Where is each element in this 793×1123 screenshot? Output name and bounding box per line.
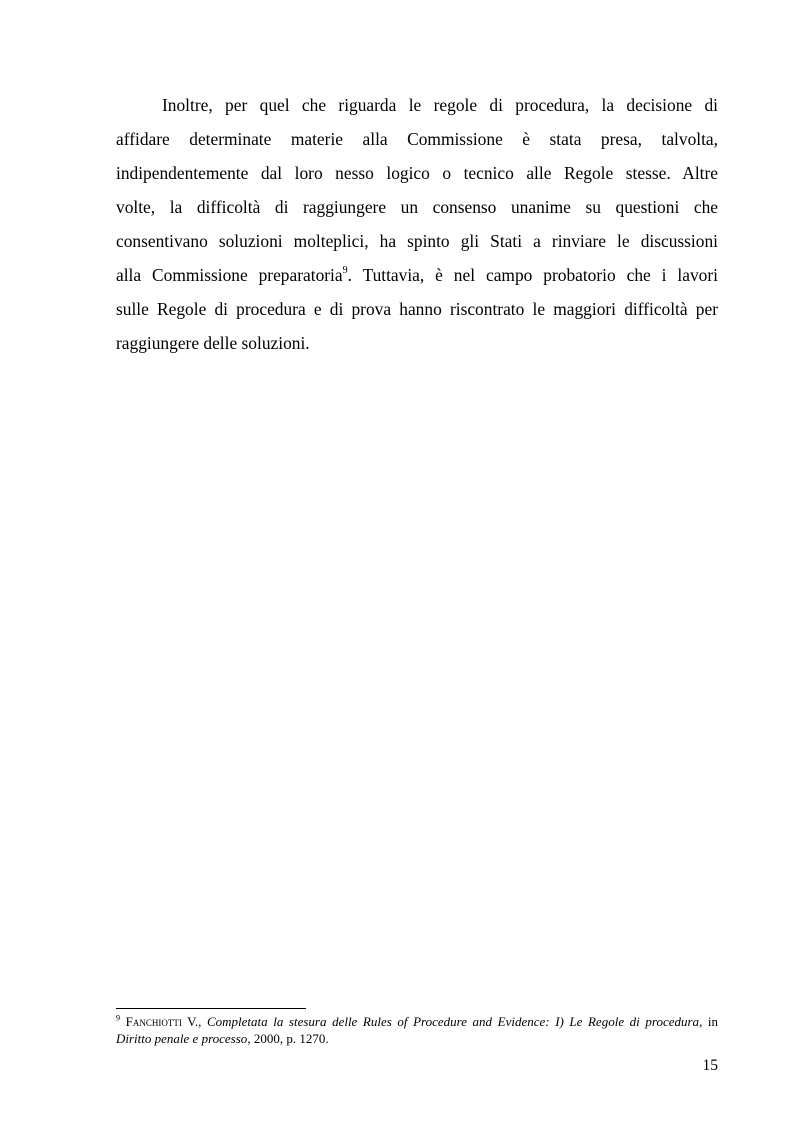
paragraph-line-1: Inoltre, per quel che riguarda le regole di procedura, la decisione di <box>162 95 718 115</box>
paragraph-line-4: volte, la difficoltà di raggiungere un consenso unanime su questioni che <box>116 197 718 217</box>
footnote-line-2 <box>116 1030 718 1047</box>
footnote-journal: Diritto penale e processo <box>116 1031 248 1046</box>
footnote-author: Fanchiotti <box>125 1014 182 1029</box>
footnote-connector: , in <box>699 1014 719 1029</box>
line-6-end: . Tuttavia, è nel campo probatorio che i lavori <box>347 265 718 285</box>
footnote-details: , 2000, p. 1270. <box>247 1031 329 1046</box>
footnote-title: Completata la stesura delle Rules of Procedure and Evidence: I) Le Regole di procedura <box>206 1014 700 1029</box>
paragraph-line-2: affidare determinate materie alla Commissione è stata presa, talvolta, <box>116 129 718 149</box>
paragraph-line-7: sulle Regole di procedura e di prova hanno riscontrato le maggiori difficoltà per <box>116 299 718 319</box>
footnote-author-initial: V., <box>181 1014 207 1029</box>
page-number: 15 <box>702 1057 718 1074</box>
footnote-reference[interactable]: 9 <box>342 265 348 277</box>
footnote-line-1 <box>116 1013 718 1030</box>
footnote <box>116 1013 718 1047</box>
line-6-start: alla Commissione preparatoria <box>116 265 343 285</box>
footnote-separator <box>116 1008 306 1009</box>
paragraph-line-6 <box>116 258 718 292</box>
footnote-mark: 9 <box>116 1013 120 1023</box>
paragraph-line-5: consentivano soluzioni molteplici, ha spinto gli Stati a rinviare le discussioni <box>116 231 718 251</box>
paragraph-line-3: indipendentemente dal loro nesso logico o tecnico alle Regole stesse. Altre <box>116 163 718 183</box>
paragraph-line-8: raggiungere delle soluzioni. <box>116 333 310 353</box>
